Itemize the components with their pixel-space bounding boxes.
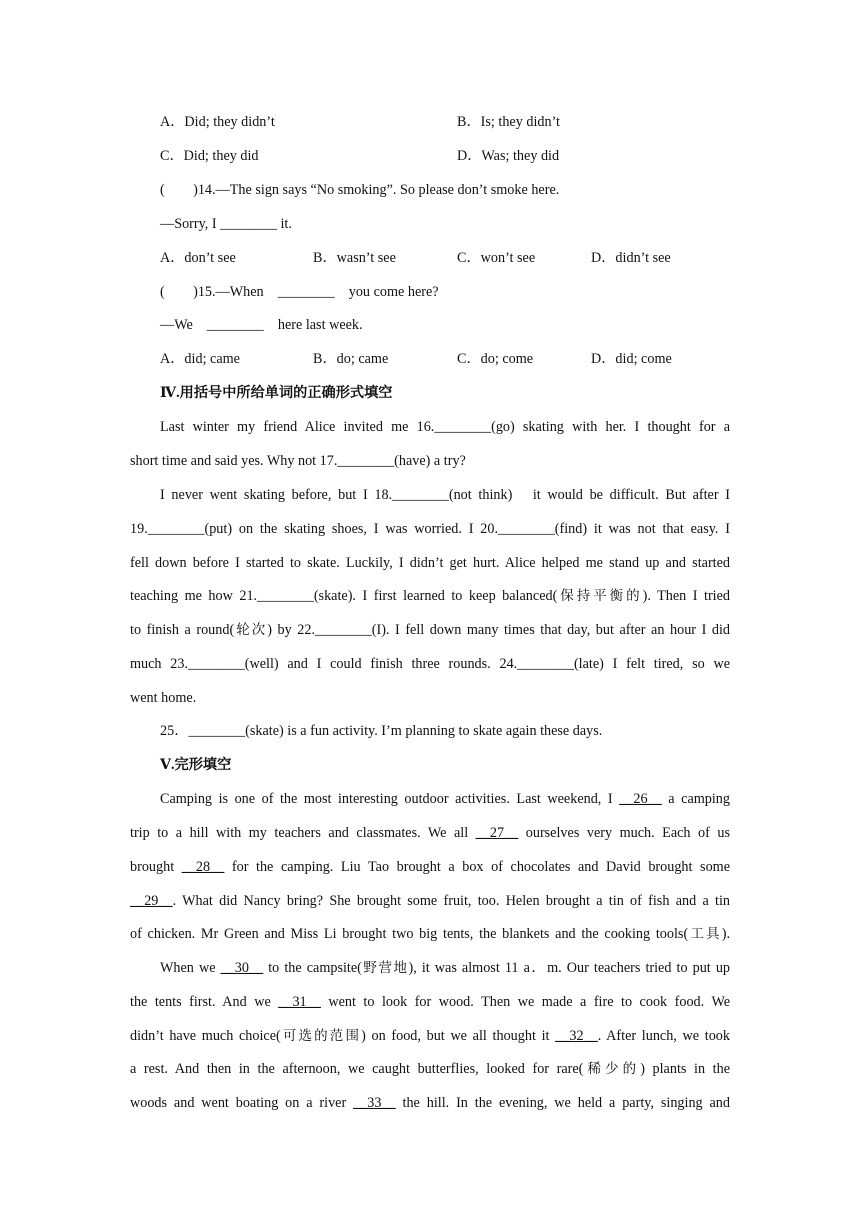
section4-heading: Ⅳ.用括号中所给单词的正确形式填空 [160,385,393,401]
cloze-p1-line-5: of chicken. Mr Green and Miss Li brought two big tents, the blankets and the cooking tools(工具). [130,926,730,942]
section4-line-4: 19.________(put) on the skating shoes, I was worried. I 20.________(find) it was not that easy. I [130,521,730,537]
blank-26: __26__ [619,791,662,807]
q13-option-b: B．Is; they didn’t [457,114,560,130]
blank-30: __30__ [220,960,264,976]
q14-stem: ( )14.—The sign says “No smoking”. So please don’t smoke here. [160,182,560,198]
cloze-p2-line-4: a rest. And then in the afternoon, we caught butterflies, looked for rare(稀少的) plants in the [130,1061,731,1077]
blank-27: __27__ [475,825,519,841]
q15-option-c: C．do; come [457,351,534,367]
section4-line-8: much 23.________(well) and I could finish three rounds. 24.________(late) I felt tired, so we [130,656,730,672]
section4-line-2: short time and said yes. Why not 17.________(have) a try? [130,453,466,469]
cloze-p2-line-5: woods and went boating on a river __33__ the hill. In the evening, we held a party, singing and [130,1095,730,1111]
q15-stem: ( )15.—When ________ you come here? [160,284,439,300]
q13-option-d: D．Was; they did [457,148,560,164]
section4-line-7: to finish a round(轮次) by 22.________(I). I fell down many times that day, but after an hour I did [130,622,730,638]
cloze-p1-line-4: __29__. What did Nancy bring? She brought some fruit, too. Helen brought a tin of fish and a tin [130,893,730,909]
section4-line-5: fell down before I started to skate. Luckily, I didn’t get hurt. Alice helped me stand up and started [130,555,730,571]
cloze-p1-line-3: brought __28__ for the camping. Liu Tao brought a box of chocolates and David brought some [130,859,730,875]
section4-line-1: Last winter my friend Alice invited me 16.________(go) skating with her. I thought for a [160,419,730,435]
q15-option-d: D．did; come [591,351,672,367]
cloze-p2-line-3: didn’t have much choice(可选的范围) on food, but we all thought it __32__. After lunch, we took [130,1028,730,1044]
blank-32: __32__ [555,1028,598,1044]
q15-option-a: A．did; came [160,351,240,367]
section4-line-3: I never went skating before, but I 18.________(not think) it would be difficult. But after I [160,487,730,503]
cloze-p2-line-2: the tents first. And we __31__ went to look for wood. Then we made a fire to cook food. We [130,994,730,1010]
section4-line-10: 25．________(skate) is a fun activity. I’m planning to skate again these days. [160,723,603,739]
blank-28: __28__ [181,859,225,875]
blank-29: __29__ [130,893,173,909]
blank-33: __33__ [353,1095,396,1111]
cloze-p2-line-1: When we __30__ to the campsite(野营地), it was almost 11 a．m. Our teachers tried to put up [160,960,731,976]
section4-line-9: went home. [130,690,197,706]
q13-option-a: A．Did; they didn’t [160,114,275,130]
q14-reply: —Sorry, I ________ it. [160,216,292,232]
q13-option-c: C．Did; they did [160,148,259,164]
q14-option-c: C．won’t see [457,250,536,266]
cloze-p1-line-2: trip to a hill with my teachers and classmates. We all __27__ ourselves very much. Each of us [130,825,730,841]
q14-option-b: B．wasn’t see [313,250,396,266]
section4-line-6: teaching me how 21.________(skate). I first learned to keep balanced(保持平衡的). Then I tried [130,588,731,604]
q14-option-a: A．don’t see [160,250,236,266]
q15-reply: —We ________ here last week. [160,317,363,333]
q14-option-d: D．didn’t see [591,250,671,266]
section5-heading: Ⅴ.完形填空 [160,757,232,773]
q15-option-b: B．do; came [313,351,389,367]
cloze-p1-line-1: Camping is one of the most interesting outdoor activities. Last weekend, I __26__ a camping [160,791,730,807]
blank-31: __31__ [278,994,321,1010]
